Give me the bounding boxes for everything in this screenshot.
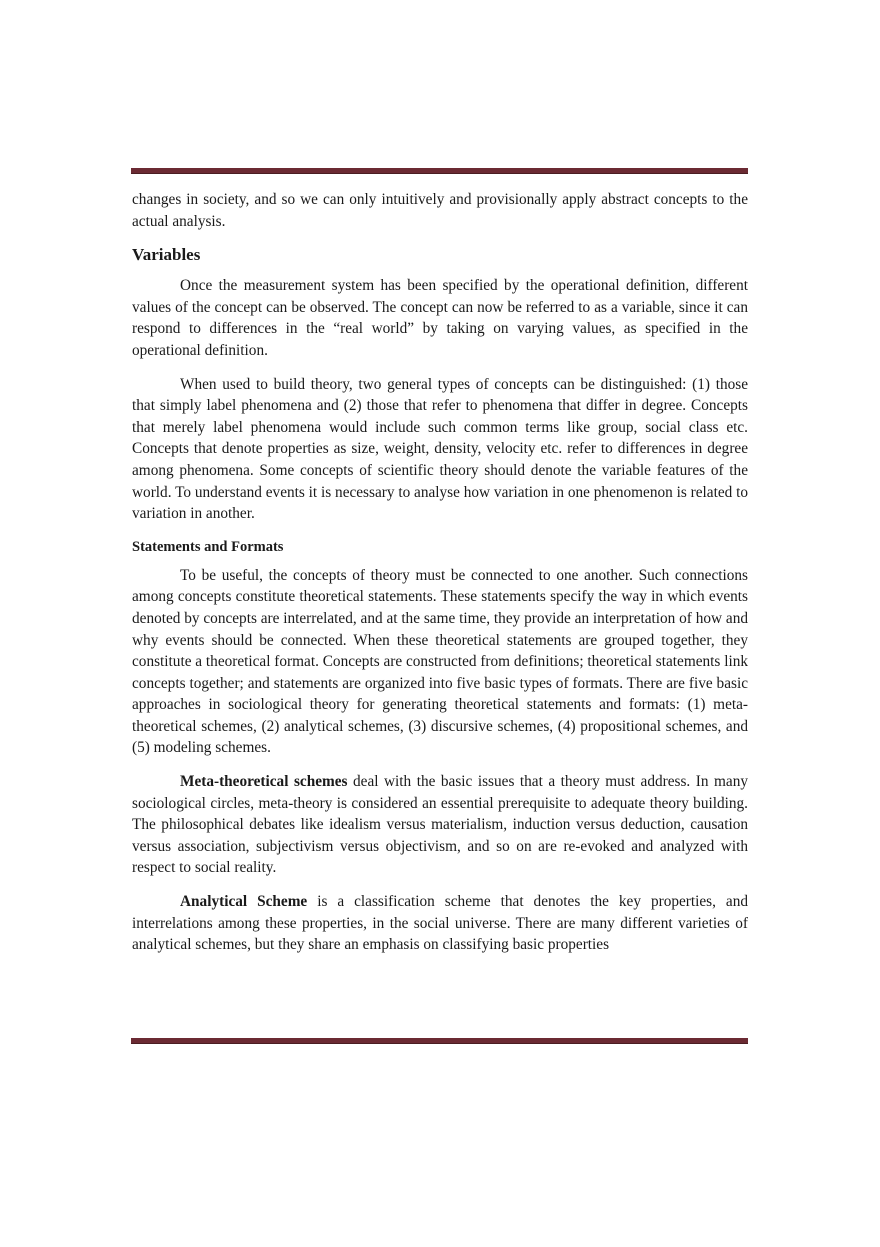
variables-paragraph-2: When used to build theory, two general types of concepts can be distinguished: (1) those that simply label phenomena and (2) those that refer to phenomena that differ in degree. Concepts that merely label phenomena would include such common terms like group, social class etc. Concepts that denote properties as size, weight, density, velocity etc. refer to differences in degree among phenomena. Some concepts of scientific theory should denote the variable features of the world. To understand events it is necessary to analyse how variation in one phenomenon is related to variation in another. (132, 375, 748, 523)
continuation-paragraph: changes in society, and so we can only intuitively and provisionally apply abstract concepts to the actual analysis. (132, 191, 748, 230)
analytical-scheme-term: Analytical Scheme (180, 893, 308, 911)
header-rule (131, 168, 748, 174)
analytical-scheme-paragraph (132, 891, 748, 956)
analytical-scheme-text: is a classification scheme that denotes the key properties, and interrelations among these properties, in the social universe. There are many different varieties of analytical schemes, but they share an emphasis on classifying basic properties (132, 893, 748, 954)
footer-rule (131, 1038, 748, 1044)
meta-theoretical-text: deal with the basic issues that a theory must address. In many sociological circles, meta-theory is considered an essential prerequisite to adequate theory building. The philosophical debates like idealism versus materialism, induction versus deduction, causation versus association, subjectivism versus objectivism, and so on are re-evoked and analyzed with respect to social reality. (132, 773, 748, 877)
meta-theoretical-paragraph (132, 771, 748, 879)
variables-paragraph-1: Once the measurement system has been specified by the operational definition, different values of the concept can be observed. The concept can now be referred to as a variable, since it can respond to differences in the “real world” by taking on varying values, as specified in the operational definition. (132, 277, 748, 359)
section-heading-statements: Statements and Formats (132, 538, 284, 555)
meta-theoretical-term: Meta-theoretical schemes (180, 773, 348, 791)
statements-paragraph: To be useful, the concepts of theory must be connected to one another. Such connections among concepts constitute theoretical statements. These statements specify the way in which events denoted by concepts are interrelated, and at the same time, they provide an interpretation of how and why events should be connected. When these theoretical statements are grouped together, they constitute a theoretical format. Concepts are constructed from definitions; theoretical statements link concepts together; and statements are organized into five basic types of formats. There are five basic approaches in sociological theory for generating theoretical statements and formats: (1) meta- theoretical schemes, (2) analytical schemes, (3) discursive schemes, (4) propositional schemes, and (5) modeling schemes. (132, 566, 748, 757)
page-body (132, 189, 748, 968)
section-heading-variables: Variables (132, 245, 201, 265)
